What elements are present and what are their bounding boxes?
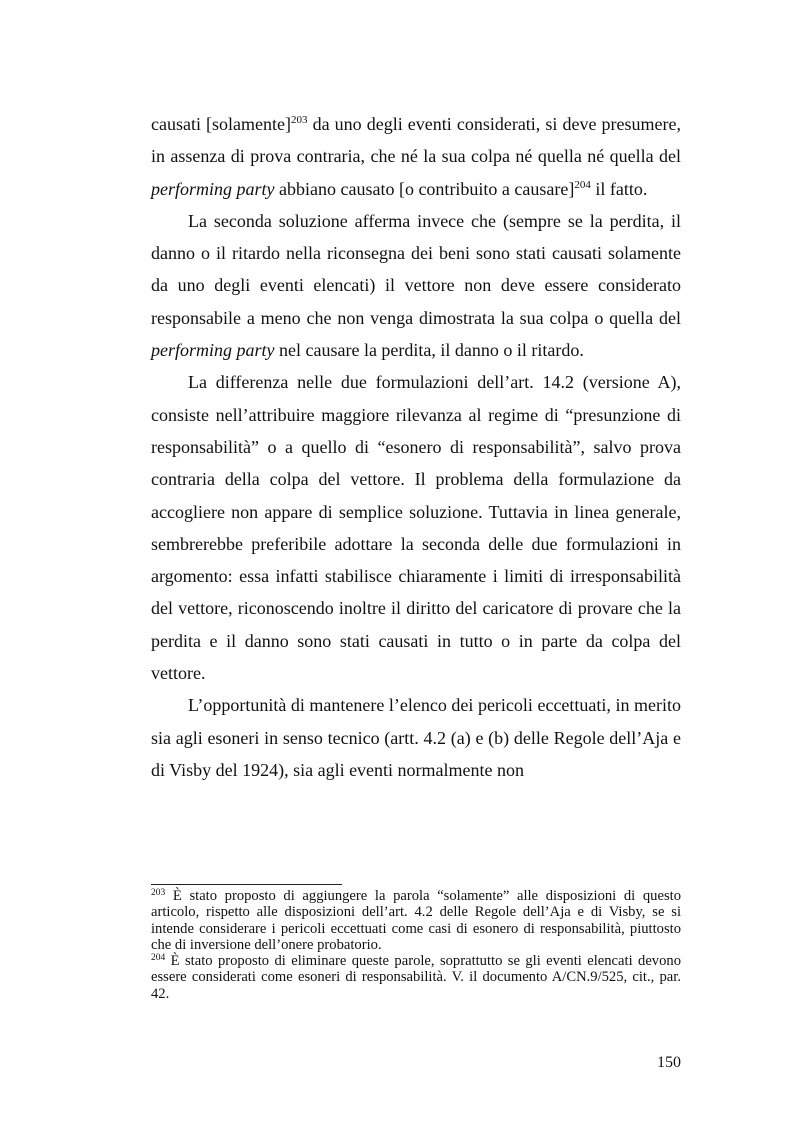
paragraph-1 — [151, 108, 681, 205]
paragraph-3: La differenza nelle due formulazioni dell’art. 14.2 (versione A), consiste nell’attribuire maggiore rilevanza al regime di “presunzione di responsabilità” o a quello di “esonero di responsabilità”, salvo prova contraria della colpa del vettore. Il problema della formulazione da accogliere non appare di semplice soluzione. Tuttavia in linea generale, sembrerebbe preferibile adottare la seconda delle due formulazioni in argomento: essa infatti stabilisce chiaramente i limiti di irresponsabilità del vettore, riconoscendo inoltre il diritto del caricatore di provare che la perdita e il danno sono stati causati in tutto o in parte da colpa del vettore. — [151, 372, 681, 684]
footnote-text: È stato proposto di eliminare queste parole, soprattutto se gli eventi elencati devono essere considerati come esoneri di responsabilità. V. il documento A/CN.9/525, cit., par. 42. — [151, 953, 681, 1002]
text-run: La seconda soluzione afferma invece che (sempre se la perdita, il danno o il ritardo nella riconsegna dei beni sono stati causati solamente da uno degli eventi elencati) il vettore non deve essere considerato responsabile a meno che non venga dimostrata la sua colpa o quella del — [151, 210, 681, 328]
emphasis-term: performing party — [151, 178, 275, 199]
footnote-ref-203[interactable]: 203 — [291, 114, 308, 126]
emphasis-term: performing party — [151, 340, 275, 361]
footnote-number: 204 — [151, 953, 166, 964]
body-text — [151, 108, 681, 786]
text-run: da uno degli eventi considerati, si deve presumere, in assenza di prova contraria, che né la sua colpa né quella né quella del — [151, 114, 681, 167]
text-run: causati [solamente] — [151, 114, 292, 134]
footnote-ref-204[interactable]: 204 — [574, 178, 591, 191]
footnote-number: 203 — [151, 888, 166, 898]
text-run: il fatto. — [590, 178, 648, 199]
footnote-text: È stato proposto di aggiungere la parola “solamente” alle disposizioni di questo articolo, rispetto alle disposizioni dell’art. 4.2 delle Regole dell’Aja e di Visby, se si intende considerare i pericoli eccettuati come casi di esonero di responsabilità, piuttosto che di inversione dell’onere probatorio. — [151, 888, 681, 953]
paragraph-2 — [151, 205, 681, 366]
footnote-203 — [151, 888, 681, 953]
footnotes — [151, 888, 681, 1002]
footnote-204 — [151, 953, 681, 1002]
text-run: abbiano causato [o contribuito a causare] — [274, 178, 575, 199]
page-number: 150 — [657, 1054, 681, 1071]
footnote-separator — [151, 884, 342, 885]
text-run: nel causare la perdita, il danno o il ritardo. — [274, 340, 584, 361]
paragraph-4: L’opportunità di mantenere l’elenco dei pericoli eccettuati, in merito sia agli esoneri in senso tecnico (artt. 4.2 (a) e (b) delle Regole dell’Aja e di Visby del 1924), sia agli eventi normalmente non — [151, 695, 681, 780]
